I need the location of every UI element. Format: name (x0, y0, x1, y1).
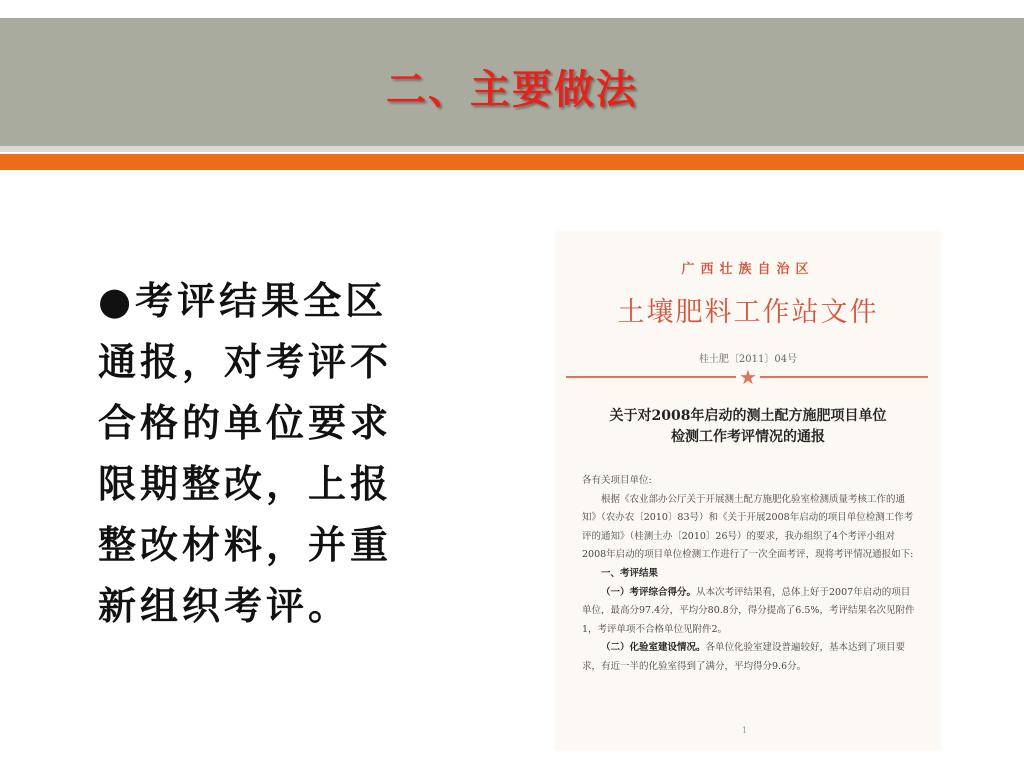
document-number: 桂土肥〔2011〕04号 (698, 354, 798, 365)
document-rule-right (760, 376, 928, 378)
document-page-mark: 1 (742, 726, 748, 735)
bullet-dot-icon: ● (98, 278, 136, 323)
divider-orange (0, 154, 1024, 170)
document-item-label: （一）考评综合得分。 (601, 586, 697, 598)
document-salutation: 各有关项目单位: (582, 475, 652, 486)
document-item-text: 各单位化验室建设普遍较好，基本达到了项目要求，有近一半的化验室得到了满分，平均得分9.6分。 (582, 642, 906, 672)
bullet-line: 限期整改，上报 (98, 461, 393, 506)
document-region: 广西壮族自治区 (681, 262, 815, 277)
document-item-text: 从本次考评结果看，总体上好于2007年启动的项目单位，最高分97.4分，平均分80.8分，得分提高了6.5%，考评结果名次见附件1，考评单项不合格单位见附件2。 (582, 586, 915, 635)
divider-gray (0, 146, 1024, 152)
bullet-text (98, 270, 428, 636)
slide-title: 二、主要做法 (386, 67, 638, 113)
document-heading (556, 406, 940, 448)
document-section-heading: 一、考评结果 (601, 567, 659, 579)
document-item-2 (582, 639, 918, 676)
bullet-line: 新组织考评。 (98, 583, 351, 628)
document-body (582, 472, 918, 677)
document-heading-line: 检测工作考评情况的通报 (671, 429, 825, 445)
bullet-line: 通报，对考评不 (98, 339, 393, 384)
star-icon: ★ (739, 365, 757, 389)
document-item-1 (582, 584, 918, 640)
document-image (556, 232, 940, 750)
document-paragraph: 根据《农业部办公厅关于开展测土配方施肥化验室检测质量考核工作的通知》（农办农〔2010〕83号）和《关于开展2008年启动的项目单位检测工作考评的通知》（桂测土办〔2010〕26号）的要求，我办组织了4个考评小组对2008年启动的项目单位检测工作进行了一次全面考评，现将考评情况通报如下: (582, 493, 914, 561)
bullet-line: 合格的单位要求 (98, 400, 393, 445)
document-item-label: （二）化验室建设情况。 (601, 642, 706, 654)
document-rule-left (566, 376, 736, 378)
bullet-line: 整改材料，并重 (98, 522, 393, 567)
bullet-line: 考评结果全区 (135, 278, 388, 323)
document-heading-line: 关于对2008年启动的测土配方施肥项目单位 (609, 408, 887, 424)
document-agency: 土壤肥料工作站文件 (617, 297, 879, 328)
